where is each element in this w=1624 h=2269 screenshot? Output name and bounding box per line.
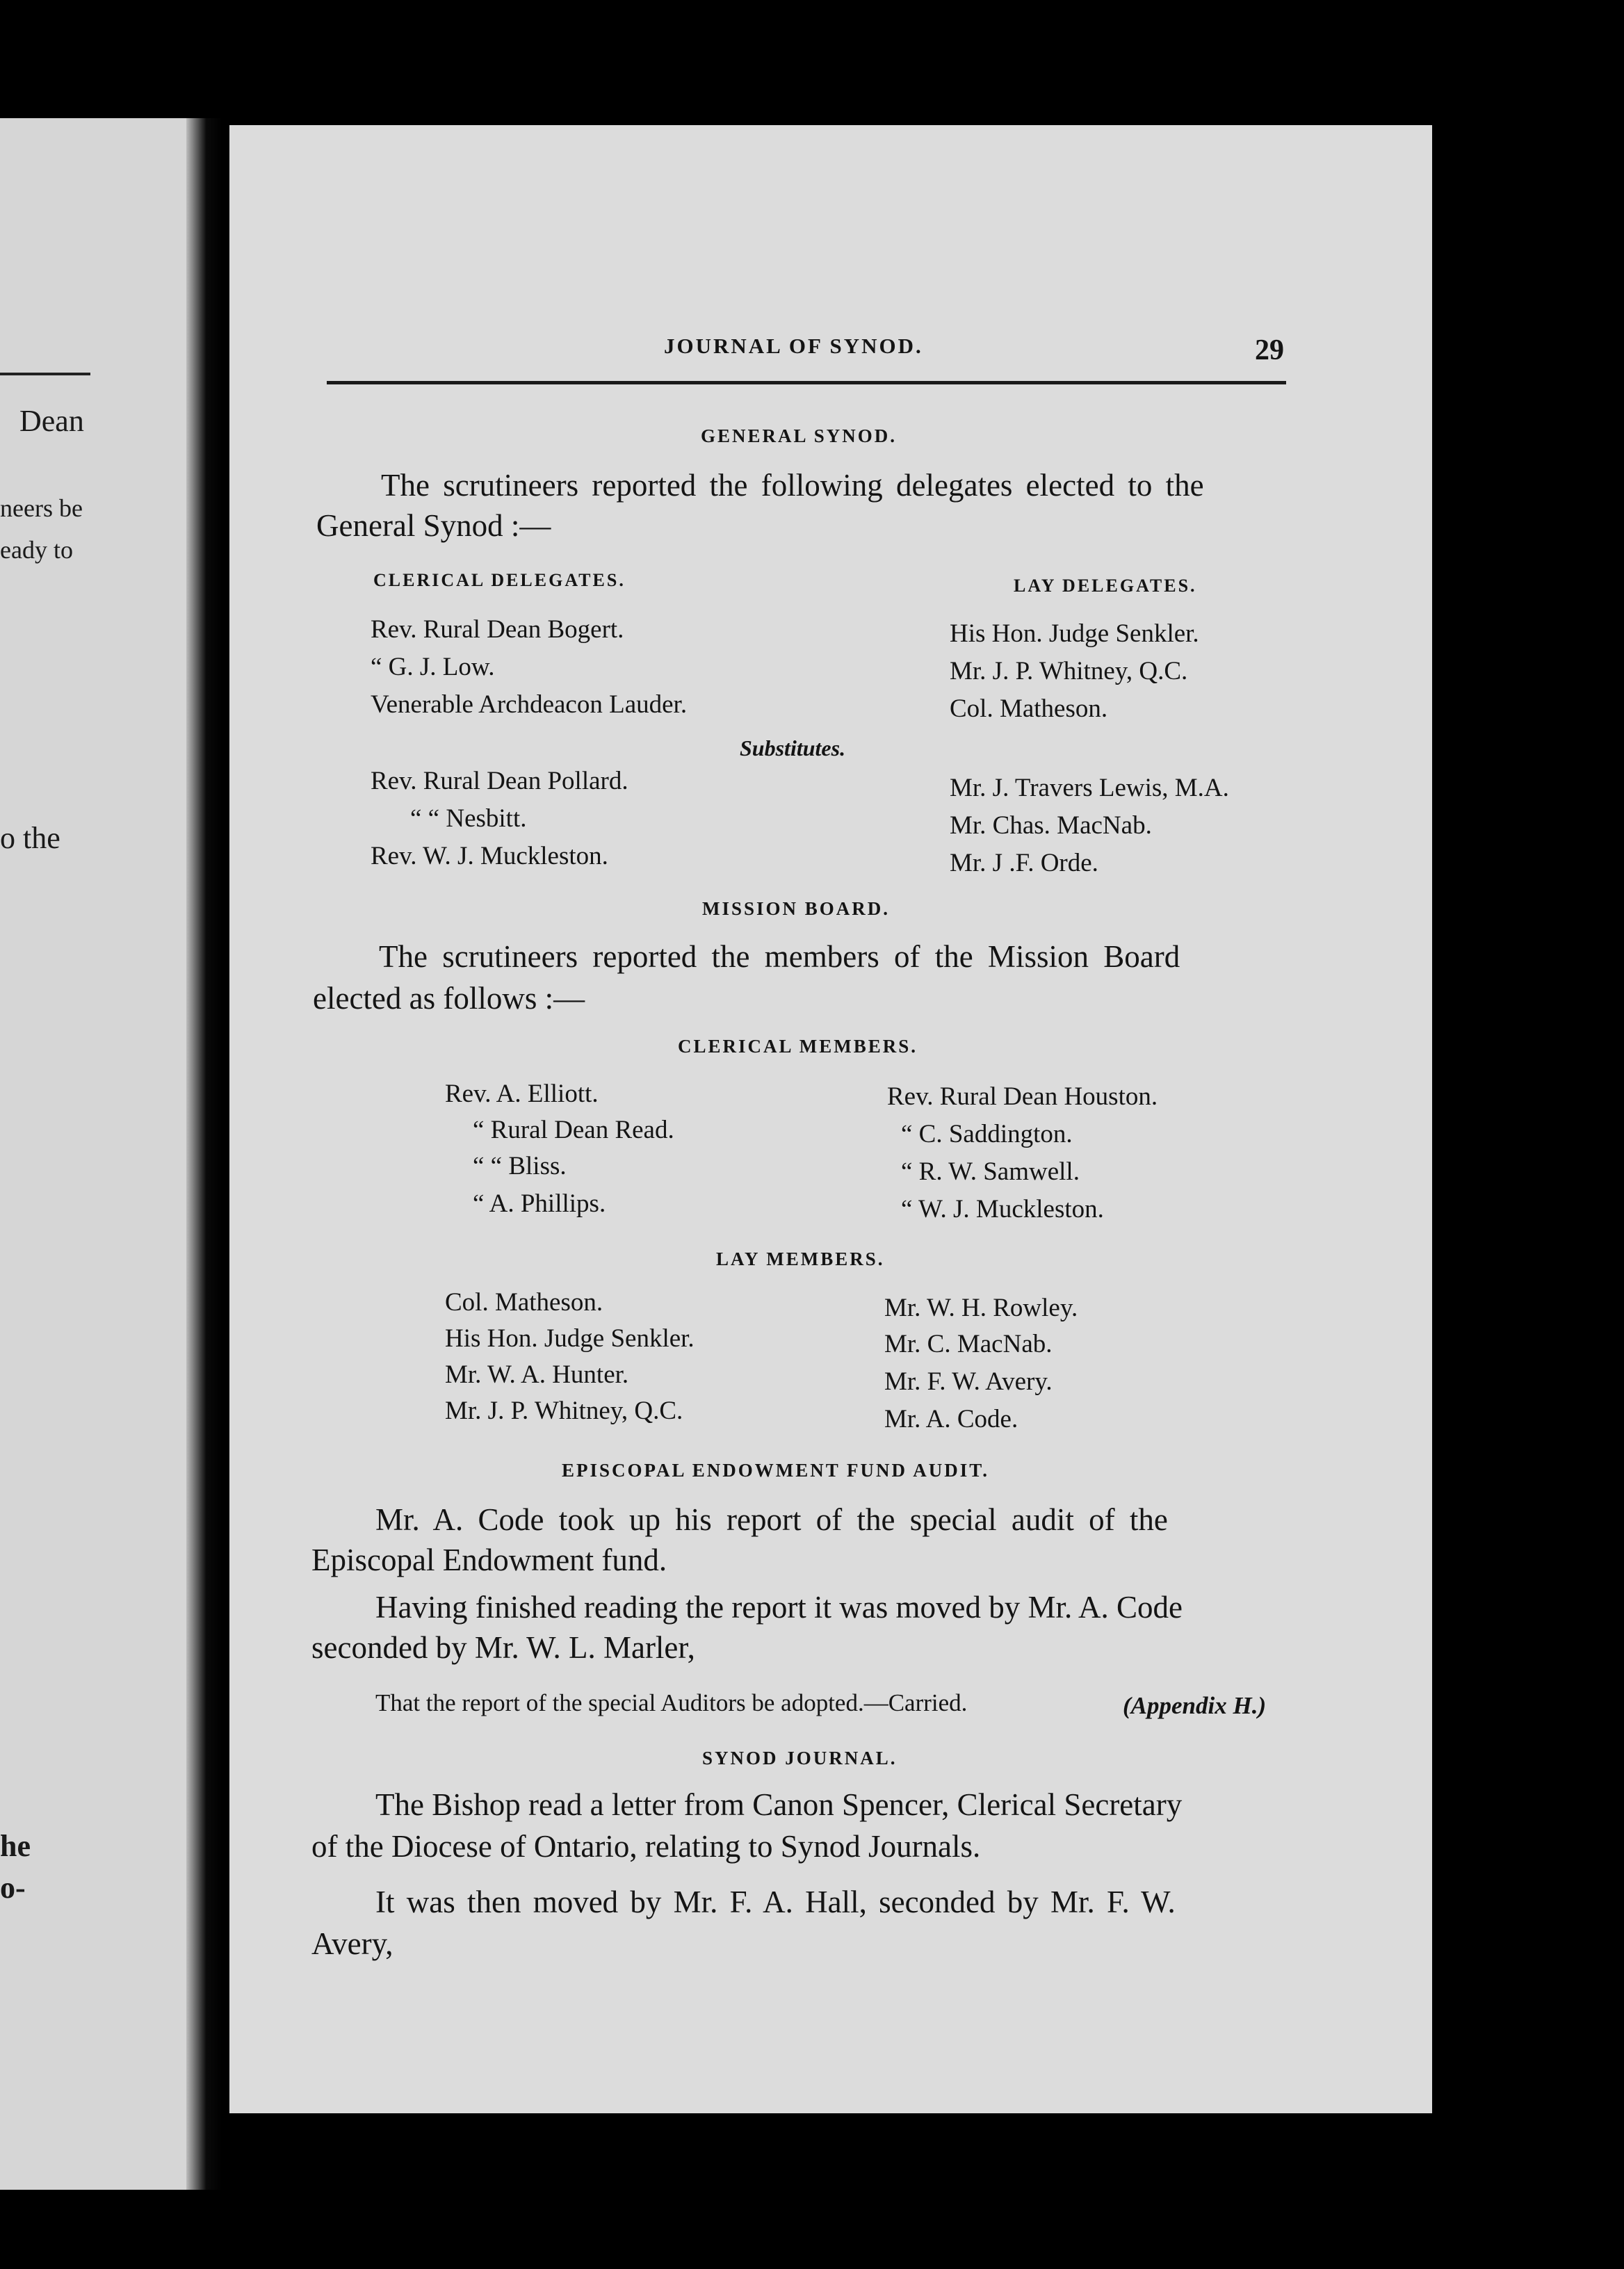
- lay-delegates-heading: LAY DELEGATES.: [1014, 576, 1197, 596]
- clerical-members-heading: CLERICAL MEMBERS.: [678, 1036, 918, 1057]
- clerical-member: “ R. W. Samwell.: [901, 1157, 1080, 1186]
- clerical-delegate: “ G. J. Low.: [371, 653, 495, 681]
- running-title: JOURNAL OF SYNOD.: [664, 334, 923, 358]
- clerical-substitute: “ “ Nesbitt.: [410, 804, 527, 833]
- lay-member: His Hon. Judge Senkler.: [445, 1324, 695, 1353]
- synod-journal-paragraph: Avery,: [311, 1926, 393, 1961]
- general-synod-intro: General Synod :—: [316, 508, 551, 543]
- mission-board-intro: elected as follows :—: [313, 981, 585, 1016]
- left-page: [0, 118, 186, 2190]
- clerical-member: “ A. Phillips.: [473, 1189, 606, 1218]
- synod-journal-paragraph: of the Diocese of Ontario, relating to Synod Journals.: [311, 1829, 981, 1864]
- mission-board-intro: The scrutineers reported the members of the Mission Board: [379, 939, 1180, 974]
- clerical-delegate: Venerable Archdeacon Lauder.: [371, 690, 688, 719]
- audit-paragraph: Having finished reading the report it was moved by Mr. A. Code: [375, 1590, 1183, 1625]
- audit-resolution: That the report of the special Auditors be adopted.—Carried.: [375, 1689, 968, 1716]
- left-fragment: o-: [0, 1871, 26, 1905]
- audit-heading: EPISCOPAL ENDOWMENT FUND AUDIT.: [562, 1460, 990, 1481]
- synod-journal-paragraph: The Bishop read a letter from Canon Spencer, Clerical Secretary: [375, 1787, 1183, 1822]
- clerical-delegates-heading: CLERICAL DELEGATES.: [373, 570, 626, 590]
- audit-paragraph: Mr. A. Code took up his report of the special audit of the: [375, 1502, 1168, 1537]
- lay-substitute: Mr. Chas. MacNab.: [950, 811, 1152, 840]
- clerical-substitute: Rev. Rural Dean Pollard.: [371, 767, 628, 795]
- left-fragment: neers be: [0, 494, 83, 522]
- lay-member: Mr. A. Code.: [884, 1405, 1018, 1433]
- synod-journal-paragraph: It was then moved by Mr. F. A. Hall, seconded by Mr. F. W.: [375, 1885, 1176, 1919]
- clerical-member: “ C. Saddington.: [901, 1120, 1073, 1148]
- header-rule: [327, 381, 1286, 384]
- clerical-member: “ W. J. Muckleston.: [901, 1195, 1104, 1223]
- lay-delegate: Col. Matheson.: [950, 694, 1108, 723]
- clerical-member: Rev. A. Elliott.: [445, 1080, 599, 1108]
- book-gutter-shadow: [186, 118, 222, 2190]
- lay-substitute: Mr. J .F. Orde.: [950, 849, 1098, 877]
- page-number: 29: [1255, 334, 1284, 366]
- lay-delegate: Mr. J. P. Whitney, Q.C.: [950, 657, 1188, 685]
- lay-member: Mr. J. P. Whitney, Q.C.: [445, 1397, 683, 1425]
- clerical-member: “ “ Bliss.: [473, 1152, 567, 1180]
- general-synod-heading: GENERAL SYNOD.: [701, 425, 898, 446]
- lay-member: Mr. F. W. Avery.: [884, 1367, 1053, 1396]
- mission-board-heading: MISSION BOARD.: [702, 898, 891, 919]
- left-fragment: he: [0, 1829, 31, 1863]
- general-synod-intro: The scrutineers reported the following delegates elected to the: [381, 468, 1204, 503]
- lay-member: Mr. C. MacNab.: [884, 1330, 1053, 1358]
- audit-paragraph: seconded by Mr. W. L. Marler,: [311, 1630, 695, 1665]
- lay-member: Col. Matheson.: [445, 1288, 603, 1317]
- clerical-substitute: Rev. W. J. Muckleston.: [371, 842, 608, 870]
- clerical-delegate: Rev. Rural Dean Bogert.: [371, 615, 624, 644]
- appendix-reference: (Appendix H.): [1123, 1692, 1267, 1719]
- clerical-member: Rev. Rural Dean Houston.: [887, 1082, 1158, 1111]
- lay-members-heading: LAY MEMBERS.: [716, 1249, 885, 1269]
- substitutes-heading: Substitutes.: [740, 735, 846, 761]
- left-page-rule: [0, 373, 90, 375]
- left-fragment-dean: Dean: [19, 404, 84, 438]
- left-fragment: eady to: [0, 536, 73, 564]
- synod-journal-heading: SYNOD JOURNAL.: [702, 1748, 898, 1768]
- lay-member: Mr. W. A. Hunter.: [445, 1360, 629, 1389]
- left-fragment: o the: [0, 821, 60, 855]
- lay-delegate: His Hon. Judge Senkler.: [950, 619, 1199, 648]
- audit-paragraph: Episcopal Endowment fund.: [311, 1543, 667, 1577]
- clerical-member: “ Rural Dean Read.: [473, 1116, 674, 1144]
- lay-substitute: Mr. J. Travers Lewis, M.A.: [950, 774, 1229, 802]
- lay-member: Mr. W. H. Rowley.: [884, 1294, 1078, 1322]
